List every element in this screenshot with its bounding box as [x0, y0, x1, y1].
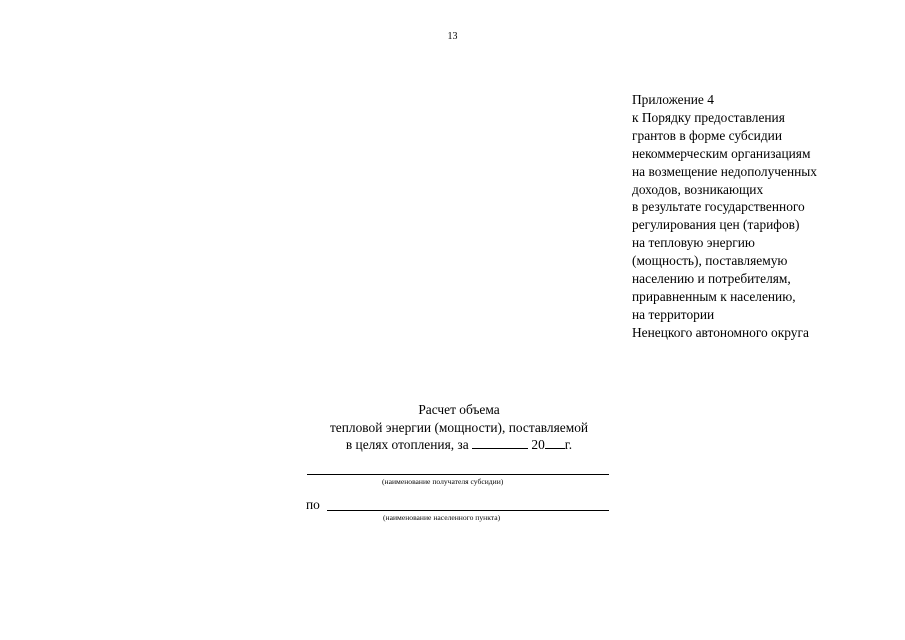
appendix-line: на возмещение недополученных	[632, 163, 817, 179]
appendix-line: (мощность), поставляемую	[632, 253, 788, 269]
appendix-line: некоммерческим организациям	[632, 145, 811, 161]
appendix-line: регулирования цен (тарифов)	[632, 217, 800, 233]
settlement-name-field[interactable]	[327, 510, 609, 511]
settlement-caption: (наименование населенного пункта)	[383, 513, 501, 522]
calculation-title-line: Расчет объема	[418, 402, 500, 417]
recipient-caption: (наименование получателя субсидии)	[382, 477, 504, 486]
appendix-line: доходов, возникающих	[632, 181, 764, 197]
appendix-line: грантов в форме субсидии	[632, 127, 782, 143]
period-blank[interactable]	[472, 436, 528, 449]
year-blank[interactable]	[545, 436, 565, 449]
page-number: 13	[447, 31, 458, 42]
year-prefix: 20	[531, 437, 545, 453]
period-prefix: в целях отопления, за	[345, 437, 469, 453]
appendix-line: на территории	[632, 306, 715, 322]
appendix-line: Приложение 4	[632, 92, 714, 107]
appendix-line: населению и потребителям,	[632, 271, 791, 287]
calculation-title-line: тепловой энергии (мощности), поставляемой	[329, 419, 589, 435]
appendix-line: на тепловую энергию	[632, 235, 755, 251]
year-suffix: г.	[564, 437, 573, 453]
calculation-period-line	[300, 436, 618, 454]
settlement-prefix: по	[306, 497, 320, 512]
appendix-line: к Порядку предоставления	[632, 109, 785, 125]
appendix-line: Ненецкого автономного округа	[632, 324, 809, 340]
calculation-title	[300, 401, 618, 454]
appendix-line: приравненным к населению,	[632, 288, 796, 304]
appendix-line: в результате государственного	[632, 199, 805, 215]
recipient-name-field[interactable]	[307, 474, 609, 475]
appendix-block	[632, 91, 897, 342]
